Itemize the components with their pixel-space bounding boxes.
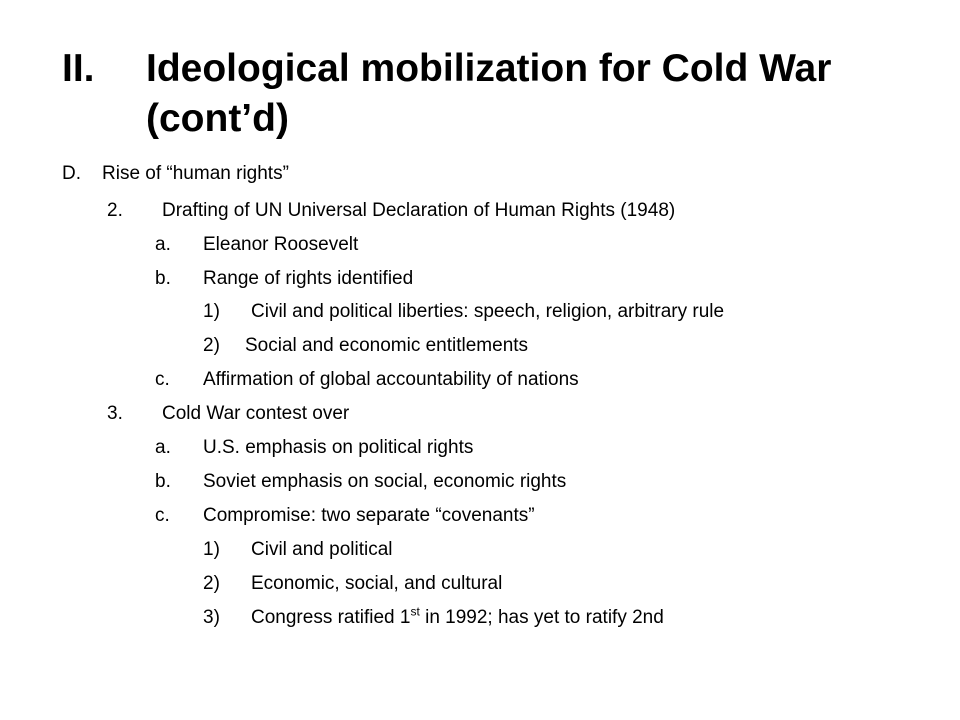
outline-text: Eleanor Roosevelt (203, 234, 359, 255)
outline-marker: 2) (203, 573, 220, 594)
outline-marker: b. (155, 268, 171, 289)
outline-marker: 3) (203, 607, 220, 628)
title-number: II. (62, 47, 95, 90)
outline-text: Social and economic entitlements (245, 335, 529, 356)
outline-text: Civil and political liberties: speech, religion, arbitrary rule (251, 301, 725, 322)
outline-marker: c. (155, 505, 170, 526)
outline-text: Range of rights identified (203, 268, 414, 289)
outline-marker: a. (155, 234, 171, 255)
outline-marker: 1) (203, 539, 220, 560)
outline-marker: 3. (107, 403, 123, 424)
outline-text: Rise of “human rights” (102, 163, 289, 184)
outline-marker: a. (155, 437, 171, 458)
outline-text: Compromise: two separate “covenants” (203, 505, 535, 526)
outline-text: Economic, social, and cultural (251, 573, 503, 594)
outline-text-part: Congress ratified 1 (251, 607, 411, 628)
outline-text: Soviet emphasis on social, economic rights (203, 471, 567, 492)
outline-marker: D. (62, 163, 81, 184)
outline-marker: b. (155, 471, 171, 492)
outline-text: Affirmation of global accountability of nations (203, 369, 579, 390)
outline-text (251, 604, 664, 629)
outline-marker: 1) (203, 301, 220, 322)
ordinal-superscript: st (410, 604, 420, 619)
outline-text: Drafting of UN Universal Declaration of Human Rights (1948) (162, 200, 676, 221)
outline-marker: c. (155, 369, 170, 390)
title-text: Ideological mobilization for Cold War (cont’d) (146, 47, 832, 140)
outline-text: Civil and political (251, 539, 393, 560)
outline-text: U.S. emphasis on political rights (203, 437, 474, 458)
outline-marker: 2) (203, 335, 220, 356)
outline-text: Cold War contest over (162, 403, 350, 424)
outline-text-part: in 1992; has yet to ratify 2nd (419, 607, 664, 628)
outline-marker: 2. (107, 200, 123, 221)
